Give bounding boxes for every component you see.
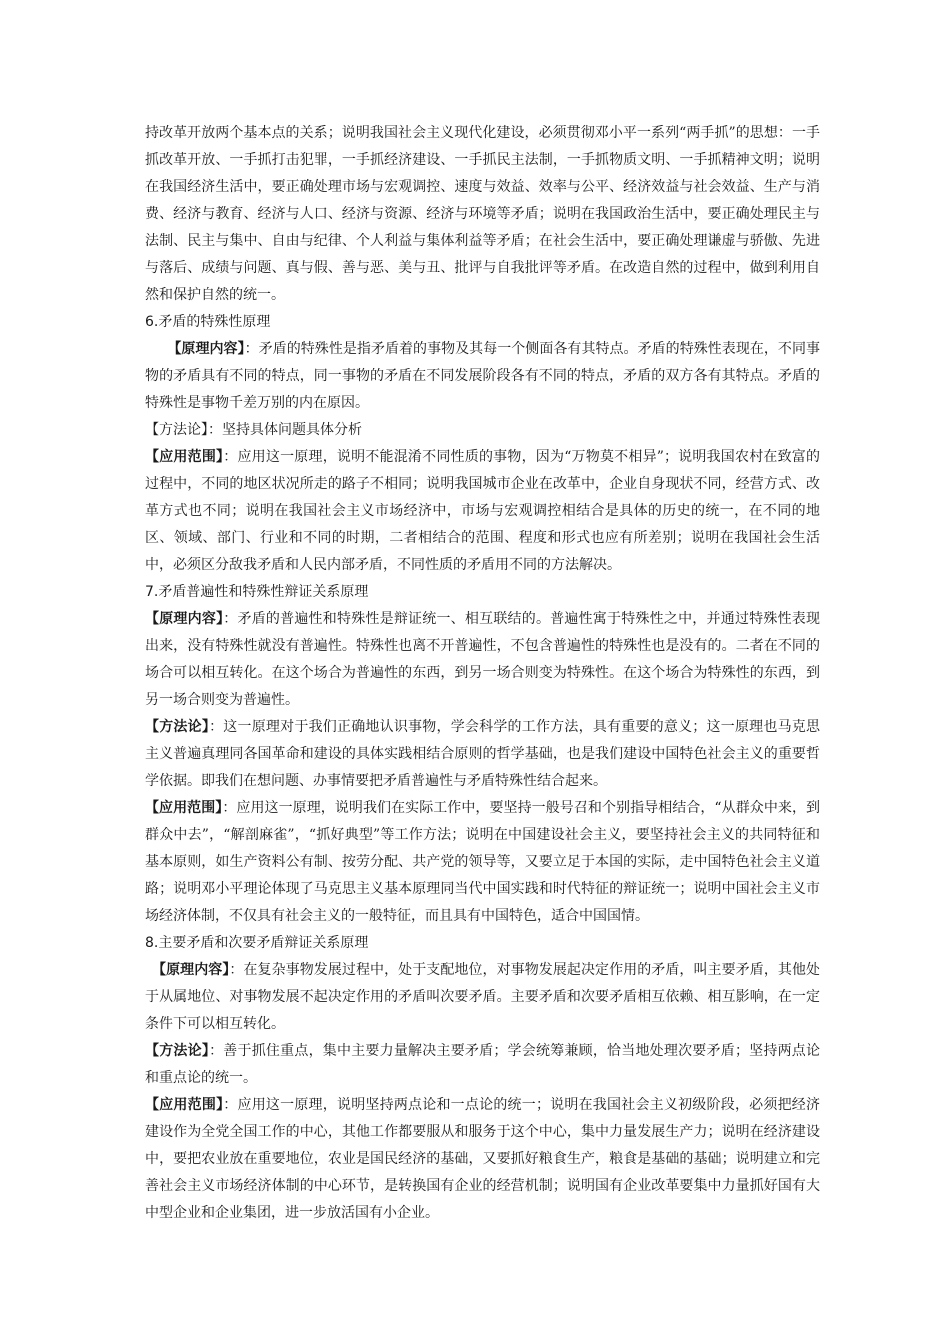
section-7-principle-tag: 【原理内容】 — [145, 611, 224, 627]
section-7-method — [145, 714, 820, 795]
section-8-application — [145, 1092, 820, 1227]
section-6-application-tag: 【应用范围】 — [145, 449, 224, 465]
section-6-principle-tag: 【原理内容】 — [167, 341, 245, 357]
section-6-principle — [145, 336, 820, 417]
section-8-application-text: ：应用这一原理，说明坚持两点论和一点论的统一；说明在我国社会主义初级阶段，必须把经济建设作为全党全国工作的中心，其他工作都要服从和服务于这个中心，集中力量发展生产力；说明在经济建设中，要把农业放在重要地位，农业是国民经济的基础，又要抓好粮食生产，粮食是基础的基础；说明建立和完善社会主义市场经济体制的中心环节，是转换国有企业的经营机制；说明国有企业改革要集中力量抓好国有大中型企业和企业集团，进一步放活国有小企业。 — [145, 1097, 821, 1221]
intro-paragraph: 持改革开放两个基本点的关系；说明我国社会主义现代化建设，必须贯彻邓小平一系列“两手抓”的思想：一手抓改革开放、一手抓打击犯罪，一手抓经济建设、一手抓民主法制，一手抓物质文明、一手抓精神文明；说明在我国经济生活中，要正确处理市场与宏观调控、速度与效益、效率与公平、经济效益与社会效益、生产与消费、经济与教育、经济与人口、经济与资源、经济与环境等矛盾；说明在我国政治生活中，要正确处理民主与法制、民主与集中、自由与纪律、个人利益与集体利益等矛盾；在社会生活中，要正确处理谦虚与骄傲、先进与落后、成绩与问题、真与假、善与恶、美与丑、批评与自我批评等矛盾。在改造自然的过程中，做到利用自然和保护自然的统一。 — [145, 125, 820, 303]
section-7-principle-text: ：矛盾的普遍性和特殊性是辩证统一、相互联结的。普遍性寓于特殊性之中，并通过特殊性表现出来，没有特殊性就没有普遍性。特殊性也离不开普遍性，不包含普遍性的特殊性也是没有的。二者在不同的场合可以相互转化。在这个场合为普遍性的东西，到另一场合则变为特殊性。在这个场合为特殊性的东西，到另一场合则变为普遍性。 — [145, 611, 821, 708]
section-8-application-tag: 【应用范围】 — [145, 1097, 224, 1113]
section-7-application-text: ：应用这一原理，说明我们在实际工作中，要坚持一般号召和个别指导相结合，“从群众中来，到群众中去”，“解剖麻雀”，“抓好典型”等工作方法；说明在中国建设社会主义，要坚持社会主义的共同特征和基本原则，如生产资料公有制、按劳分配、共产党的领导等，又要立足于本国的实际，走中国特色社会主义道路；说明邓小平理论体现了马克思主义基本原理同当代中国实践和时代特征的辩证统一；说明中国社会主义市场经济体制，不仅具有社会主义的一般特征，而且具有中国特色，适合中国国情。 — [145, 800, 821, 924]
section-7-heading: 7.矛盾普遍性和特殊性辩证关系原理 — [145, 584, 369, 600]
section-6-principle-text: ：矛盾的特殊性是指矛盾着的事物及其每一个侧面各有其特点。矛盾的特殊性表现在，不同事物的矛盾具有不同的特点，同一事物的矛盾在不同发展阶段各有不同的特点，矛盾的双方各有其特点。矛盾的特殊性是事物千差万别的内在原因。 — [145, 341, 821, 411]
section-6-application-text: ：应用这一原理，说明不能混淆不同性质的事物，因为“万物莫不相异”；说明我国农村在致富的过程中，不同的地区状况所走的路子不相同；说明我国城市企业在改革中，企业自身现状不同，经营方式、改革方式也不同；说明在我国社会主义市场经济中，市场与宏观调控相结合是具体的历史的统一，在不同的地区、领域、部门、行业和不同的时期，二者相结合的范围、程度和形式也应有所差别；说明在我国社会生活中，必须区分敌我矛盾和人民内部矛盾，不同性质的矛盾用不同的方法解决。 — [145, 449, 821, 573]
section-7-application — [145, 795, 820, 930]
section-8-heading: 8.主要矛盾和次要矛盾辩证关系原理 — [145, 935, 369, 951]
section-7-method-tag: 【方法论】 — [145, 719, 210, 735]
section-6-method: 【方法论】：坚持具体问题具体分析 — [145, 422, 362, 438]
section-8-method-text: ：善于抓住重点，集中主要力量解决主要矛盾；学会统筹兼顾，恰当地处理次要矛盾；坚持两点论和重点论的统一。 — [145, 1043, 821, 1086]
section-7-application-tag: 【应用范围】 — [145, 800, 223, 816]
section-7-method-text: ：这一原理对于我们正确地认识事物，学会科学的工作方法，具有重要的意义；这一原理也马克思主义普遍真理同各国革命和建设的具体实践相结合原则的哲学基础，也是我们建设中国特色社会主义的重要哲学依据。即我们在想问题、办事情要把矛盾普遍性与矛盾特殊性结合起来。 — [145, 719, 821, 789]
section-6-heading: 6.矛盾的特殊性原理 — [145, 314, 271, 330]
section-6-application — [145, 444, 820, 579]
section-8-principle-text: ：在复杂事物发展过程中，处于支配地位，对事物发展起决定作用的矛盾，叫主要矛盾，其他处于从属地位、对事物发展不起决定作用的矛盾叫次要矛盾。主要矛盾和次要矛盾相互依赖、相互影响，在一定条件下可以相互转化。 — [145, 962, 821, 1032]
section-8-method-tag: 【方法论】 — [145, 1043, 210, 1059]
section-8-method — [145, 1038, 820, 1092]
document-page — [145, 120, 820, 1227]
section-8-principle — [145, 957, 820, 1038]
section-7-principle — [145, 606, 820, 714]
section-8-principle-tag: 【原理内容】 — [152, 962, 230, 978]
